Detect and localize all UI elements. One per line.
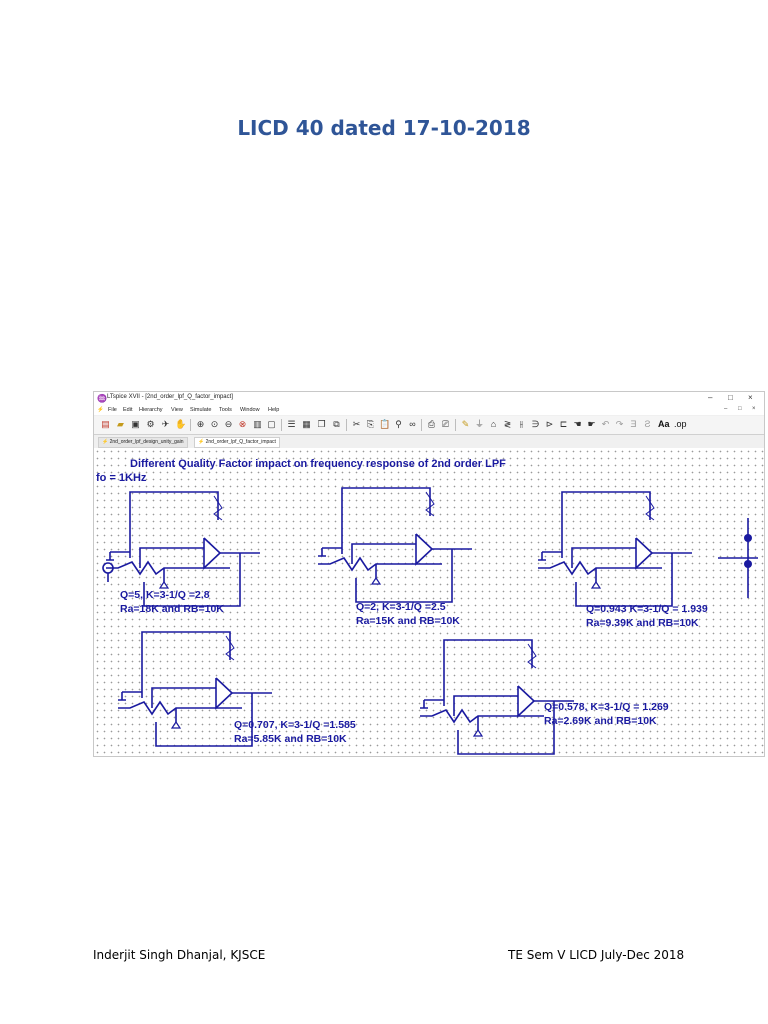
annotation-q-text: Q=2, K=3-1/Q =2.5 (356, 601, 446, 613)
undo-icon[interactable]: ↶ (601, 419, 610, 429)
menu-hierarchy[interactable]: Hierarchy (139, 407, 163, 413)
annotation-r-text: Ra=18K and RB=10K (120, 603, 224, 615)
menu-view[interactable]: View (171, 407, 183, 413)
diode-icon[interactable]: ⊳ (545, 419, 554, 429)
move-hand-icon[interactable]: ☚ (573, 419, 582, 429)
schematic-tab-icon: ⚡ (198, 439, 205, 445)
filter-circuit-3 (538, 492, 692, 606)
binoculars-icon[interactable]: ∞ (409, 419, 416, 429)
document-title: LICD 40 dated 17-10-2018 (237, 116, 531, 140)
annotation-r-text: Ra=9.39K and RB=10K (586, 617, 699, 629)
annotation-q0578 (544, 700, 669, 728)
toolbar-separator (455, 419, 456, 431)
label-net-icon[interactable]: ⌂ (490, 419, 497, 429)
maximize-button[interactable]: □ (728, 393, 733, 402)
tab-2nd-order-lpf-q-factor[interactable] (194, 437, 280, 448)
annotation-q-text: Q=0.707, K=3-1/Q =1.585 (234, 719, 356, 731)
annotation-r-text: Ra=2.69K and RB=10K (544, 715, 657, 727)
pan-icon[interactable]: ⊙ (210, 419, 219, 429)
schematic-tab-icon: ⚡ (102, 439, 109, 445)
schematic-heading: Different Quality Factor impact on frequency response of 2nd order LPF (130, 458, 506, 470)
toolbar (94, 416, 764, 435)
window-title: LTspice XVII - [2nd_order_lpf_Q_factor_impact] (107, 394, 233, 400)
draw-wire-icon[interactable]: ✎ (461, 419, 470, 429)
print-preview-icon[interactable]: ⎚ (441, 419, 450, 429)
toolbar-separator (421, 419, 422, 431)
schematic-canvas[interactable] (94, 448, 764, 756)
copy-icon[interactable]: ⎘ (366, 419, 375, 429)
drag-icon[interactable]: ☛ (587, 419, 596, 429)
footer-course: TE Sem V LICD July-Dec 2018 (508, 948, 685, 962)
toolbar-separator (346, 419, 347, 431)
input-source-circuit (718, 518, 758, 598)
annotation-q2 (356, 600, 460, 628)
autorange-icon[interactable]: ▥ (253, 419, 262, 429)
doc-close-button[interactable]: × (752, 406, 756, 412)
menu-window[interactable]: Window (240, 407, 260, 413)
tile-horizontal-icon[interactable]: ☰ (287, 419, 296, 429)
menu-help[interactable]: Help (268, 407, 280, 413)
tile-vertical-icon[interactable]: ▦ (302, 419, 311, 429)
menu-bar (94, 406, 764, 415)
toolbar-separator (190, 419, 191, 431)
doc-minimize-button[interactable]: – (724, 406, 728, 412)
zoom-out-icon[interactable]: ⊖ (224, 419, 233, 429)
close-button[interactable]: × (748, 393, 753, 402)
annotation-r-text: Ra=15K and RB=10K (356, 615, 460, 627)
annotation-q0943 (586, 602, 708, 630)
run-icon[interactable]: ✈ (161, 419, 170, 429)
annotation-q0707 (234, 718, 356, 746)
menu-edit[interactable]: Edit (123, 407, 133, 413)
annotation-q-text: Q=5, K=3-1/Q =2.8 (120, 589, 210, 601)
ground-icon[interactable]: ⏚ (474, 419, 484, 429)
redo-icon[interactable]: ↷ (615, 419, 624, 429)
print-icon[interactable]: ⎙ (427, 419, 436, 429)
inductor-icon[interactable]: ∋ (531, 419, 540, 429)
close-window-icon[interactable]: ⧉ (333, 419, 340, 429)
zoom-full-icon[interactable]: ▢ (267, 419, 276, 429)
paste-icon[interactable]: 📋 (379, 419, 391, 429)
toolbar-separator (281, 419, 282, 431)
cut-icon[interactable]: ✂ (352, 419, 361, 429)
tab-2nd-order-lpf-design[interactable] (98, 437, 188, 448)
annotation-r-text: Ra=5.85K and RB=10K (234, 733, 347, 745)
ltspice-window (93, 391, 765, 757)
menu-file[interactable]: File (108, 407, 117, 413)
document-tabs (94, 435, 764, 447)
footer-author: Inderjit Singh Dhanjal, KJSCE (93, 948, 266, 962)
annotation-q-text: Q=0.578, K=3-1/Q = 1.269 (544, 701, 669, 713)
find-icon[interactable]: ⚲ (395, 419, 402, 429)
cascade-icon[interactable]: ❐ (317, 419, 326, 429)
zoom-fit-icon[interactable]: ⊗ (238, 419, 247, 429)
rotate-icon[interactable]: Ǝ (630, 419, 637, 429)
tab-label: 2nd_order_lpf_Q_factor_impact (205, 439, 276, 445)
tab-label: 2nd_order_lpf_design_unity_gain (109, 439, 184, 445)
halt-icon[interactable]: ✋ (175, 419, 187, 429)
title-bar (94, 392, 764, 406)
annotation-q5 (120, 588, 224, 616)
capacitor-icon[interactable]: ⫲ (520, 419, 523, 429)
save-icon[interactable]: ▣ (131, 419, 140, 429)
schematic-doc-icon: ⚡ (97, 407, 104, 413)
minimize-button[interactable]: – (708, 393, 713, 402)
doc-restore-button[interactable]: □ (738, 406, 742, 412)
spice-directive-icon[interactable]: .op (674, 419, 687, 429)
ltspice-logo-icon: ♒ (97, 394, 107, 403)
mirror-icon[interactable]: Ƨ (644, 419, 651, 429)
filter-circuit-5 (420, 640, 574, 754)
open-folder-icon[interactable]: ▰ (117, 419, 124, 429)
schematic-subheading: fo = 1KHz (96, 472, 147, 484)
text-icon[interactable]: Aa (658, 419, 670, 429)
resistor-icon[interactable]: ≷ (503, 419, 512, 429)
new-schematic-icon[interactable]: ▤ (101, 419, 110, 429)
menu-simulate[interactable]: Simulate (190, 407, 212, 413)
filter-circuit-2 (318, 488, 472, 602)
menu-tools[interactable]: Tools (219, 407, 232, 413)
zoom-in-icon[interactable]: ⊕ (196, 419, 205, 429)
control-panel-icon[interactable]: ⚙ (146, 419, 155, 429)
annotation-q-text: Q=0.943 K=3-1/Q = 1.939 (586, 603, 708, 615)
component-icon[interactable]: ⊏ (559, 419, 568, 429)
